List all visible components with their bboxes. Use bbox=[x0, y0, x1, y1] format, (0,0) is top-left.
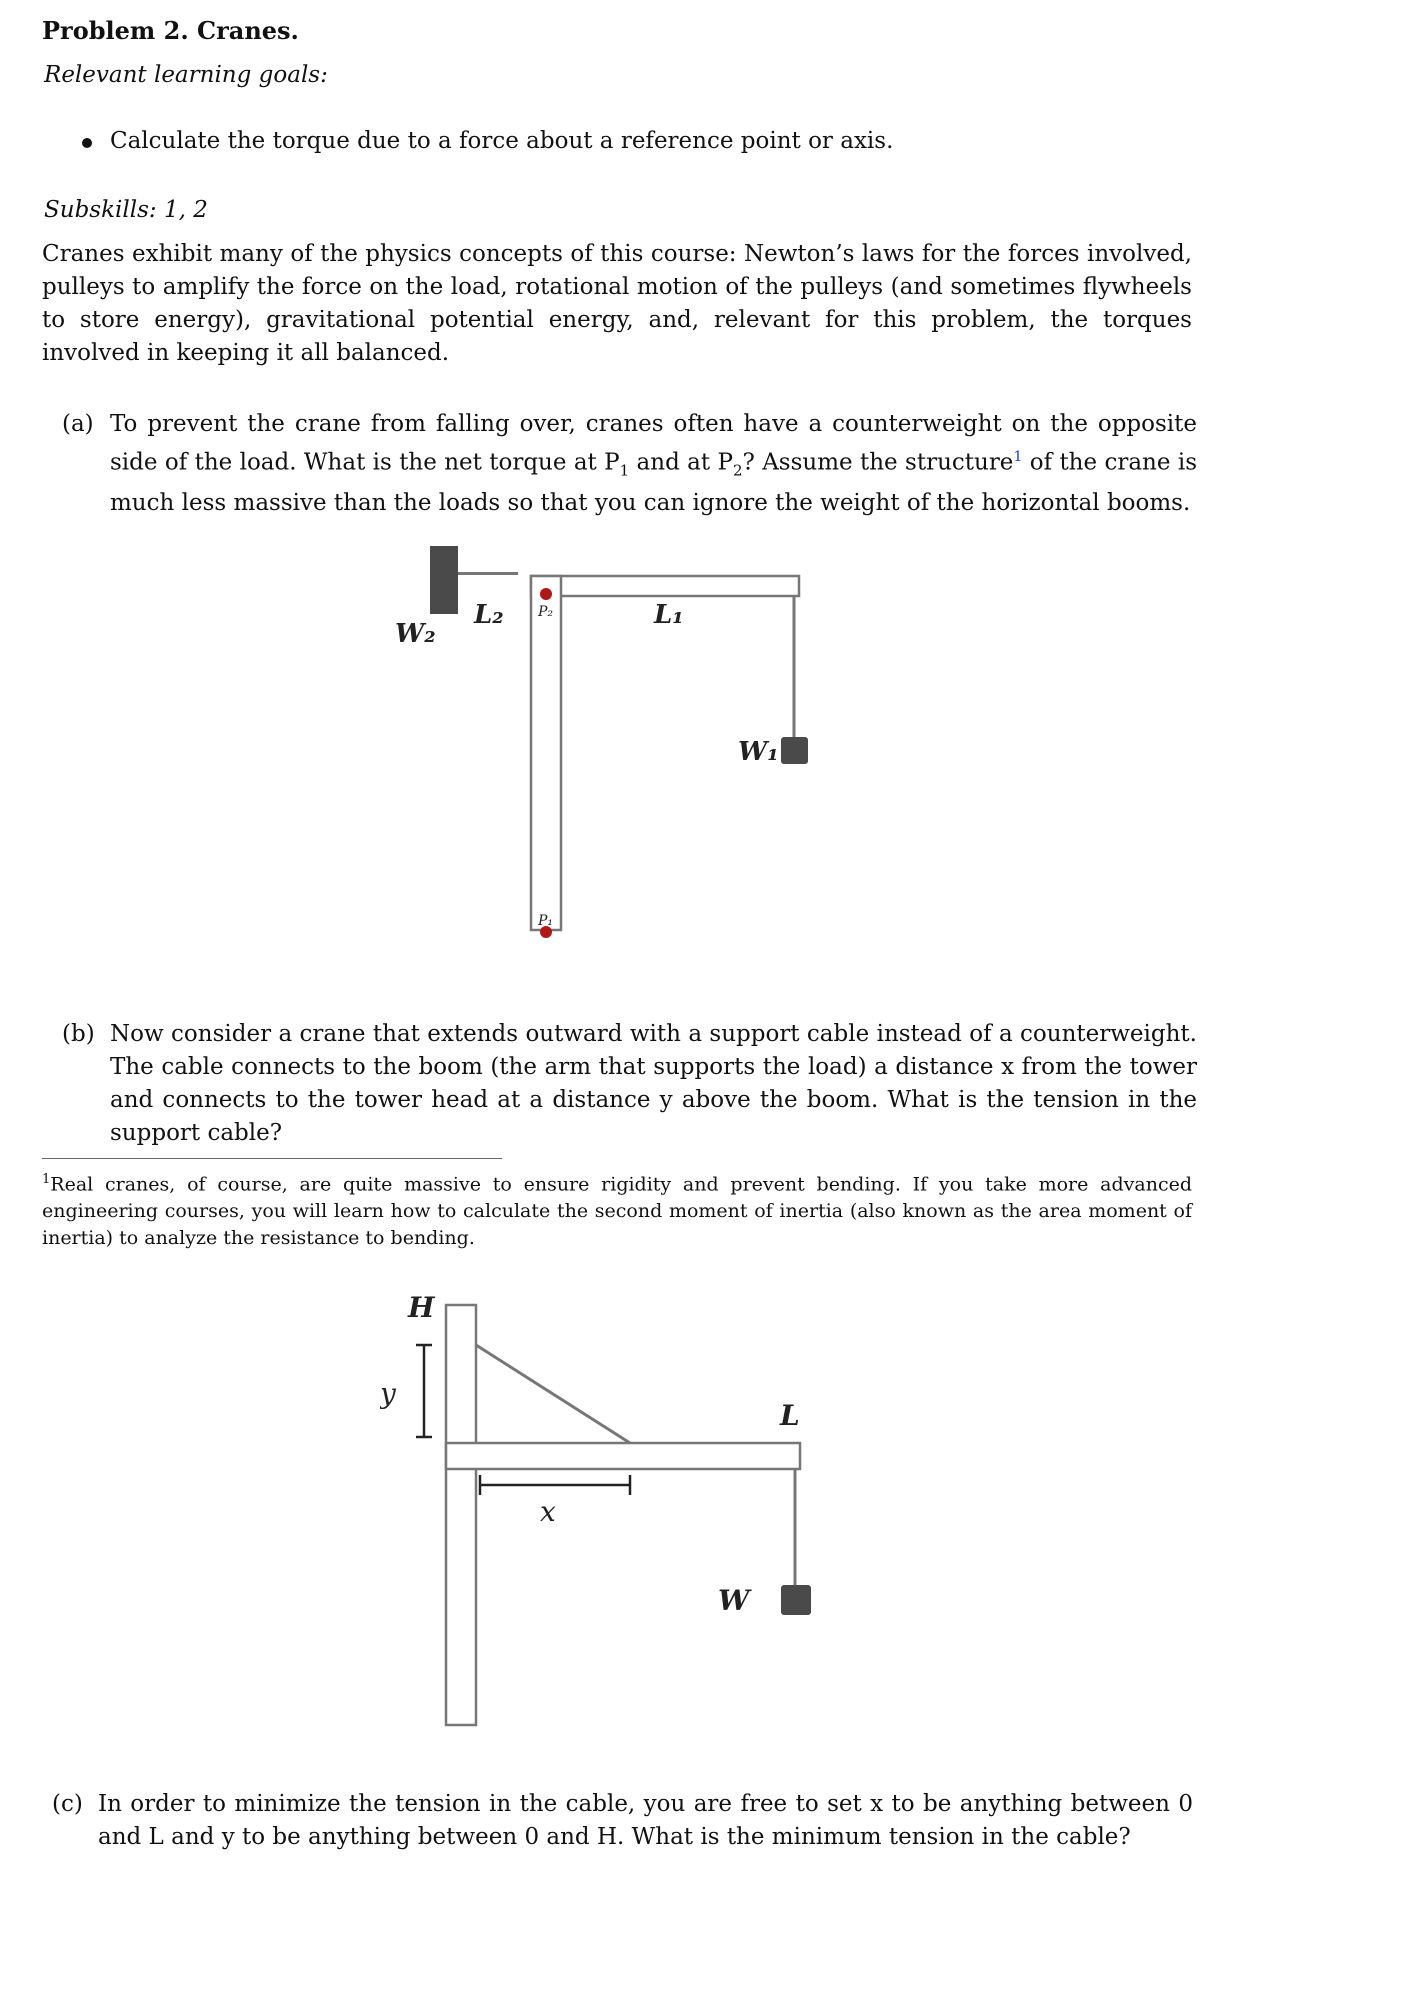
x-dimension-bracket bbox=[480, 1475, 630, 1495]
part-c-label: (c) bbox=[52, 1791, 83, 1817]
tower bbox=[531, 576, 561, 930]
part-b-text: Now consider a crane that extends outward with a support cable instead of a counterweight. The cable connects to the boom (the arm that supports the load) a distance x from the tower and connects to the tower head at a distance y above the boom. What is the tension in the support cable? bbox=[110, 1021, 1197, 1146]
bullet-icon bbox=[82, 138, 92, 148]
label-x: x bbox=[540, 1495, 556, 1528]
label-l: L bbox=[780, 1399, 800, 1432]
label-l2: L₂ bbox=[474, 600, 504, 630]
intro-paragraph: Cranes exhibit many of the physics concepts of this course: Newton’s laws for the forces involved, pulleys to amplify the force on the load, rotational motion of the pulleys (and sometimes flywheels to store energy), gravitational potential energy, and, relevant for this problem, the torques involved in keeping it all balanced. bbox=[42, 241, 1192, 366]
part-b-label: (b) bbox=[62, 1021, 95, 1047]
counterweight-block bbox=[430, 546, 458, 614]
subskills-label: Subskills: 1, 2 bbox=[44, 197, 208, 223]
label-y: y bbox=[380, 1377, 396, 1410]
part-a-text bbox=[110, 408, 1197, 520]
label-l1: L₁ bbox=[654, 600, 684, 630]
part-a-sub-1: 1 bbox=[619, 461, 630, 480]
tower-head bbox=[446, 1305, 476, 1725]
load-block bbox=[781, 737, 808, 764]
crane-cable-diagram bbox=[380, 1285, 840, 1755]
part-a-text-4: of the crane is much less massive than the loads so that you can ignore the weight of the horizontal booms. bbox=[110, 449, 1197, 517]
footnote-ref-link[interactable]: 1 bbox=[1013, 449, 1023, 465]
part-a-text-1: To prevent the crane from falling over, cranes often have a counterweight on the opposite side of the load. What is the net torque at P bbox=[110, 411, 1197, 476]
part-a-text-3: ? Assume the structure bbox=[742, 449, 1014, 476]
label-h: H bbox=[408, 1291, 435, 1324]
crane-counterweight-diagram bbox=[380, 540, 840, 960]
boom bbox=[446, 1443, 800, 1469]
pivot-p2-icon bbox=[540, 588, 552, 600]
label-w1: W₁ bbox=[738, 737, 779, 767]
part-b bbox=[62, 1018, 1197, 1153]
part-c-text: In order to minimize the tension in the cable, you are free to set x to be anything between 0 and L and y to be anything between 0 and H. What is the minimum tension in the cable? bbox=[98, 1791, 1193, 1850]
short-boom bbox=[458, 572, 518, 575]
learning-goal-item: Calculate the torque due to a force about a reference point or axis. bbox=[110, 128, 894, 154]
learning-goals-label: Relevant learning goals: bbox=[44, 62, 328, 88]
part-c bbox=[52, 1788, 1197, 1858]
main-boom bbox=[531, 576, 799, 596]
problem-title: Problem 2. Cranes. bbox=[42, 16, 299, 45]
label-p1: P₁ bbox=[538, 913, 554, 929]
part-a-text-2: and at P bbox=[629, 449, 733, 476]
footnote-divider bbox=[42, 1158, 502, 1159]
label-w2: W₂ bbox=[395, 619, 436, 649]
label-w: W bbox=[718, 1584, 750, 1617]
footnote-mark: 1 bbox=[42, 1172, 51, 1187]
part-a-sub-2: 2 bbox=[732, 461, 743, 480]
footnote-text: Real cranes, of course, are quite massive to ensure rigidity and prevent bending. If you take more advanced engineering courses, you will learn how to calculate the second moment of inertia (also known as the area moment of inertia) to analyze the resistance to bending. bbox=[42, 1173, 1192, 1250]
label-p2: P₂ bbox=[538, 604, 554, 620]
y-dimension-bracket bbox=[416, 1345, 432, 1437]
load-block bbox=[781, 1585, 811, 1615]
part-a-label: (a) bbox=[62, 411, 94, 437]
support-cable bbox=[476, 1345, 630, 1443]
footnote bbox=[42, 1166, 1192, 1252]
part-a bbox=[62, 408, 1197, 518]
